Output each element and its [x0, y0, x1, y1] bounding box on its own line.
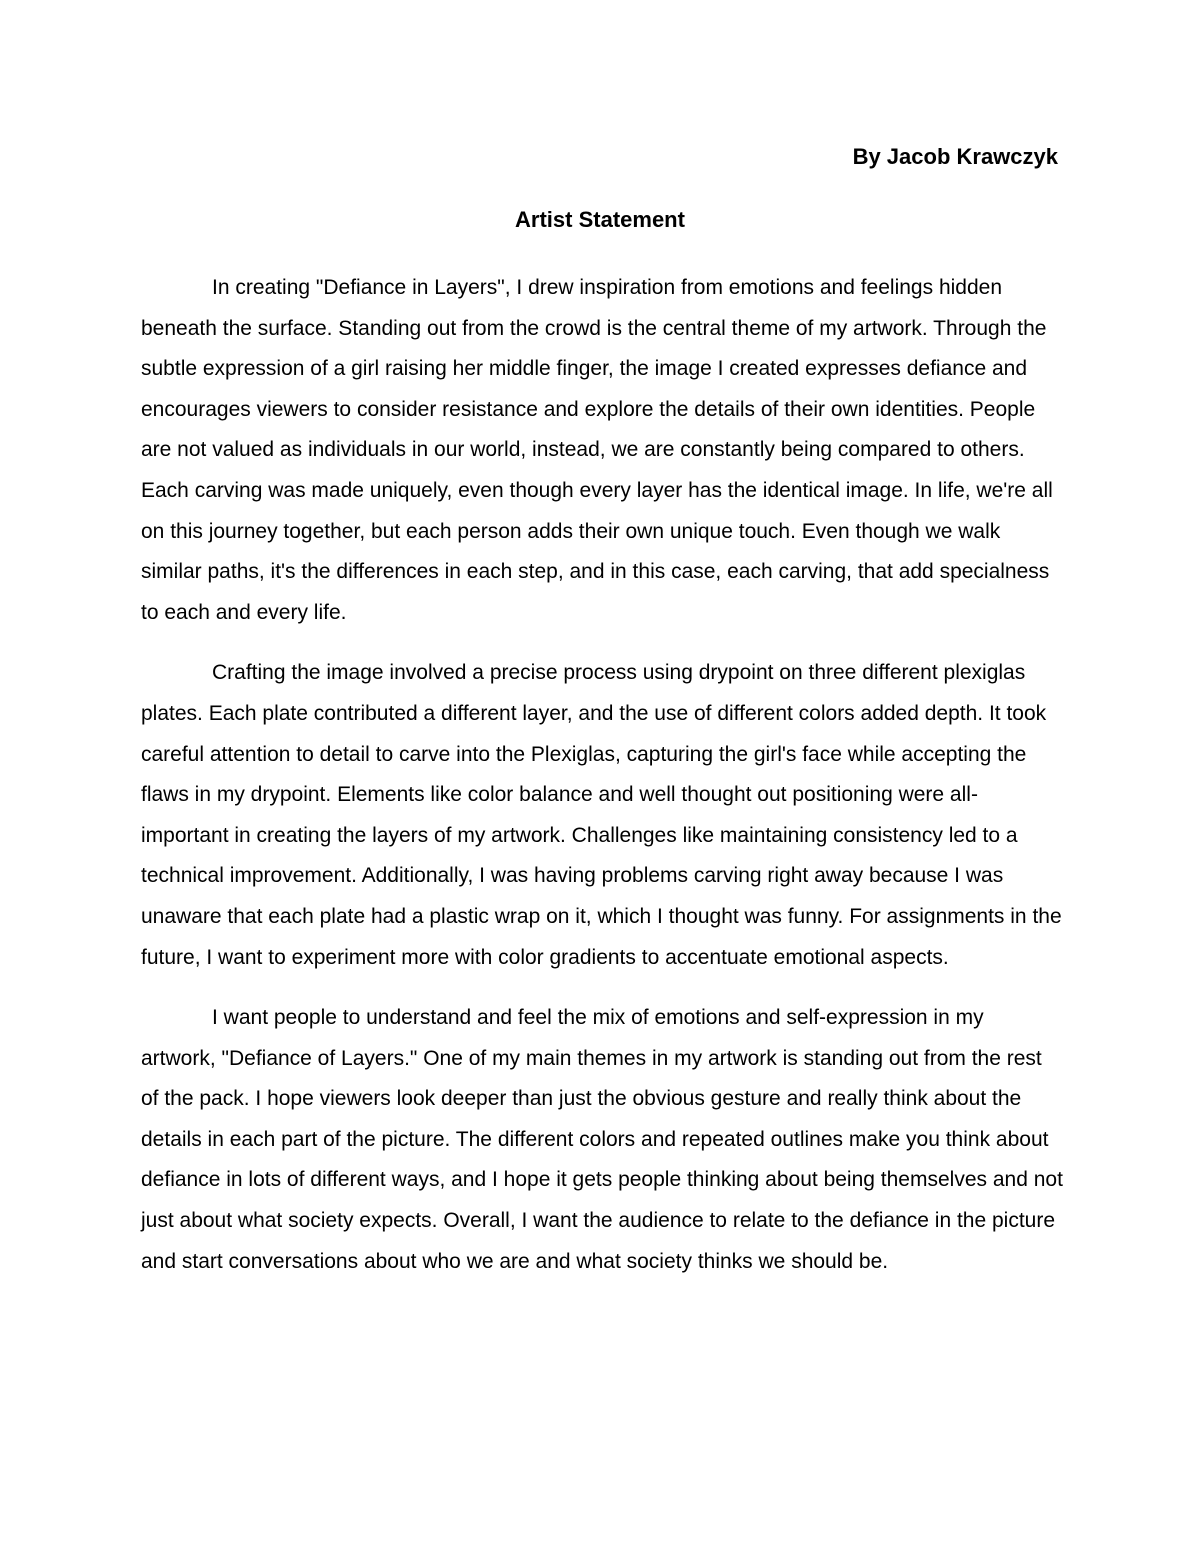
document-title: Artist Statement [515, 207, 685, 232]
document-body [141, 268, 1063, 1302]
paragraph-1: In creating "Defiance in Layers", I drew inspiration from emotions and feelings hidden beneath the surface. Standing out from the crowd is the central theme of my artwork. Through the subtle expression of a girl raising her middle finger, the image I created expresses defiance and encourages viewers to consider resistance and explore the details of their own identities. People are not valued as individuals in our world, instead, we are constantly being compared to others. Each carving was made uniquely, even though every layer has the identical image. In life, we're all on this journey together, but each person adds their own unique touch. Even though we walk similar paths, it's the differences in each step, and in this case, each carving, that add specialness to each and every life. [141, 276, 1053, 624]
paragraph-2: Crafting the image involved a precise process using drypoint on three different plexiglas plates. Each plate contributed a different layer, and the use of different colors added depth. It took careful attention to detail to carve into the Plexiglas, capturing the girl's face while accepting the flaws in my drypoint. Elements like color balance and well thought out positioning were all-important in creating the layers of my artwork. Challenges like maintaining consistency led to a technical improvement. Additionally, I was having problems carving right away because I was unaware that each plate had a plastic wrap on it, which I thought was funny. For assignments in the future, I want to experiment more with color gradients to accentuate emotional aspects. [141, 661, 1062, 969]
author-line: By Jacob Krawczyk [852, 144, 1058, 169]
paragraph-3: I want people to understand and feel the mix of emotions and self-expression in my artwork, "Defiance of Layers." One of my main themes in my artwork is standing out from the rest of the pack. I hope viewers look deeper than just the obvious gesture and really think about the details in each part of the picture. The different colors and repeated outlines make you think about defiance in lots of different ways, and I hope it gets people thinking about being themselves and not just about what society expects. Overall, I want the audience to relate to the defiance in the picture and start conversations about who we are and what society thinks we should be. [141, 1006, 1063, 1273]
